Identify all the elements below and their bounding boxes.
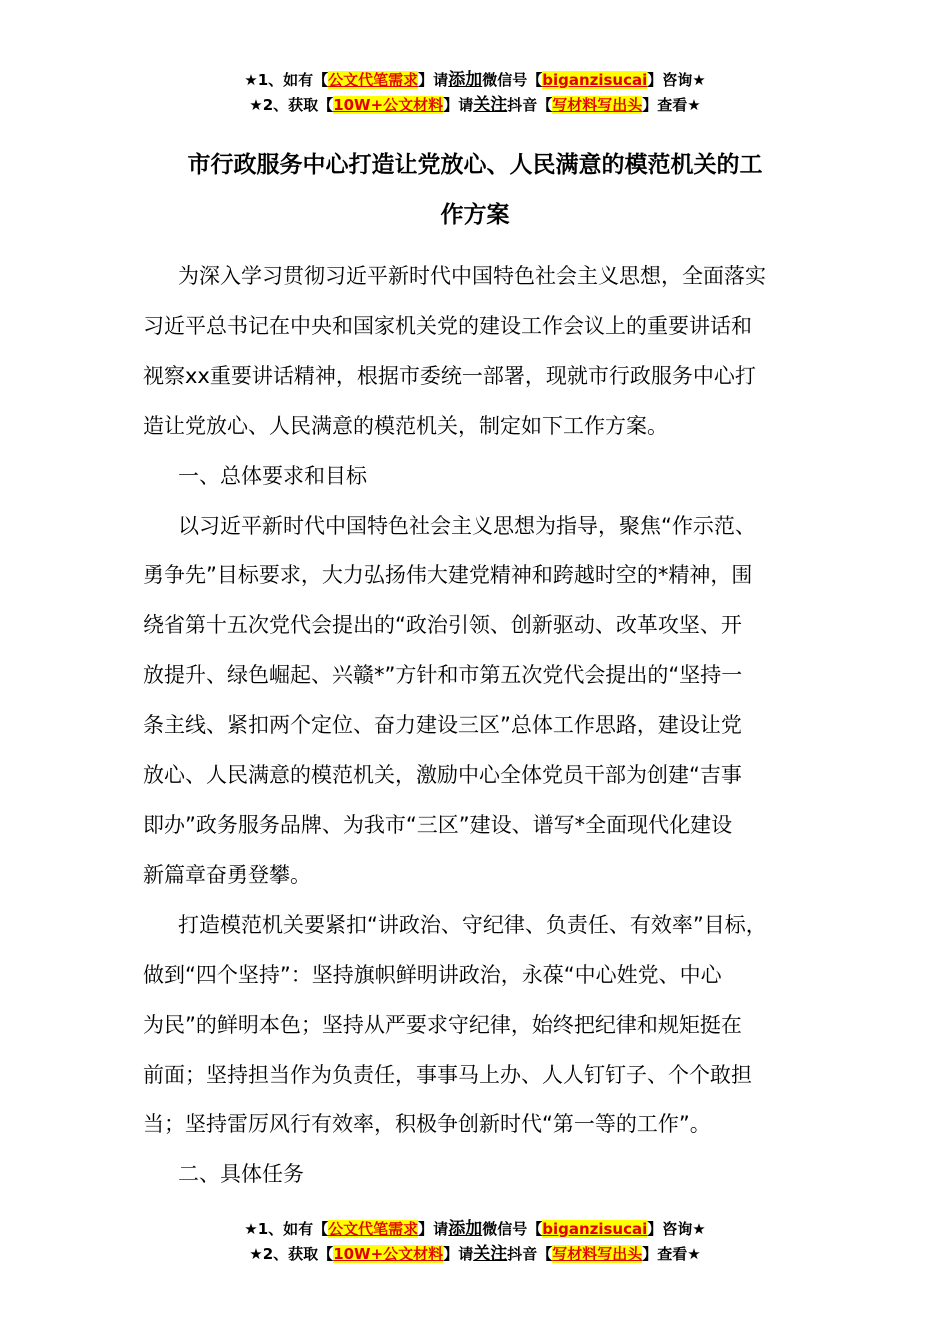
title-line: 市行政服务中心打造让党放心、人民满意的模范机关的工 bbox=[187, 152, 763, 178]
text-line: 当；坚持雷厉风行有效率，积极争创新时代“第一等的工作”。 bbox=[143, 1112, 711, 1137]
text-line: 条主线、紧扣两个定位、奋力建设三区”总体工作思路，建设让党 bbox=[143, 713, 742, 738]
text-line: 视察xx重要讲话精神，根据市委统一部署，现就市行政服务中心打 bbox=[143, 363, 756, 388]
ad-text: 微信号【 bbox=[482, 71, 543, 89]
ad-text: 微信号【 bbox=[482, 1220, 543, 1238]
ad-line-1 bbox=[0, 68, 950, 92]
ad-text: 】请 bbox=[443, 1245, 474, 1263]
ad-text: ★2、获取【 bbox=[249, 96, 334, 114]
text-line: 为民”的鲜明本色；坚持从严要求守纪律，始终把纪律和规矩挺在 bbox=[143, 1012, 742, 1037]
ad-text: 】请 bbox=[418, 1220, 449, 1238]
ad-text: 】咨询★ bbox=[647, 1220, 706, 1238]
text-line: 打造模范机关要紧扣“讲政治、守纪律、负责任、有效率”目标， bbox=[178, 912, 767, 937]
text-line: 放提升、绿色崛起、兴赣*”方针和市第五次党代会提出的“坚持一 bbox=[143, 663, 743, 688]
text-line: 勇争先”目标要求，大力弘扬伟大建党精神和跨越时空的*精神，围 bbox=[143, 563, 753, 588]
ad-text: 抖音【 bbox=[507, 96, 553, 114]
ad-text: 】请 bbox=[443, 96, 474, 114]
document-body bbox=[143, 252, 843, 1200]
ad-text: 】查看★ bbox=[642, 96, 701, 114]
ad-underline: 添加 bbox=[448, 70, 483, 90]
ad-underline: 关注 bbox=[473, 1244, 508, 1264]
ad-wechat-id: biganzisucai bbox=[542, 1220, 648, 1238]
text-line: 二、具体任务 bbox=[178, 1162, 304, 1187]
ad-text: 】咨询★ bbox=[647, 71, 706, 89]
ad-douyin-id: 写材料写出头 bbox=[552, 96, 643, 114]
text-line: 习近平总书记在中央和国家机关党的建设工作会议上的重要讲话和 bbox=[143, 313, 752, 338]
text-line: 新篇章奋勇登攀。 bbox=[143, 862, 311, 887]
ad-line-1-footer bbox=[0, 1217, 950, 1241]
ad-text: 抖音【 bbox=[507, 1245, 553, 1263]
ad-text: ★1、如有【 bbox=[244, 71, 329, 89]
document-title bbox=[0, 140, 950, 240]
ad-text: ★2、获取【 bbox=[249, 1245, 334, 1263]
text-line: 放心、人民满意的模范机关，激励中心全体党员干部为创建“吉事 bbox=[143, 763, 742, 788]
ad-wechat-id: biganzisucai bbox=[542, 71, 648, 89]
ad-text: ★1、如有【 bbox=[244, 1220, 329, 1238]
ad-highlight: 10W+公文材料 bbox=[333, 1245, 444, 1263]
ad-underline: 添加 bbox=[448, 1219, 483, 1239]
text-line: 即办”政务服务品牌、为我市“三区”建设、谱写*全面现代化建设 bbox=[143, 812, 733, 837]
text-line: 为深入学习贯彻习近平新时代中国特色社会主义思想，全面落实 bbox=[178, 264, 766, 288]
text-line: 以习近平新时代中国特色社会主义思想为指导，聚焦“作示范、 bbox=[178, 513, 756, 538]
ad-text: 】请 bbox=[418, 71, 449, 89]
text-line: 一、总体要求和目标 bbox=[178, 463, 367, 488]
ad-line-2 bbox=[0, 93, 950, 117]
ad-highlight: 10W+公文材料 bbox=[333, 96, 444, 114]
text-line: 前面；坚持担当作为负责任，事事马上办、人人钉钉子、个个敢担 bbox=[143, 1062, 752, 1087]
ad-highlight: 公文代笔需求 bbox=[328, 71, 419, 89]
text-line: 绕省第十五次党代会提出的“政治引领、创新驱动、改革攻坚、开 bbox=[143, 613, 742, 638]
ad-underline: 关注 bbox=[473, 95, 508, 115]
ad-douyin-id: 写材料写出头 bbox=[552, 1245, 643, 1263]
title-line: 作方案 bbox=[440, 202, 510, 228]
ad-line-2-footer bbox=[0, 1242, 950, 1266]
ad-highlight: 公文代笔需求 bbox=[328, 1220, 419, 1238]
ad-text: 】查看★ bbox=[642, 1245, 701, 1263]
text-line: 造让党放心、人民满意的模范机关，制定如下工作方案。 bbox=[143, 413, 668, 438]
text-line: 做到“四个坚持”：坚持旗帜鲜明讲政治，永葆“中心姓党、中心 bbox=[143, 962, 722, 987]
